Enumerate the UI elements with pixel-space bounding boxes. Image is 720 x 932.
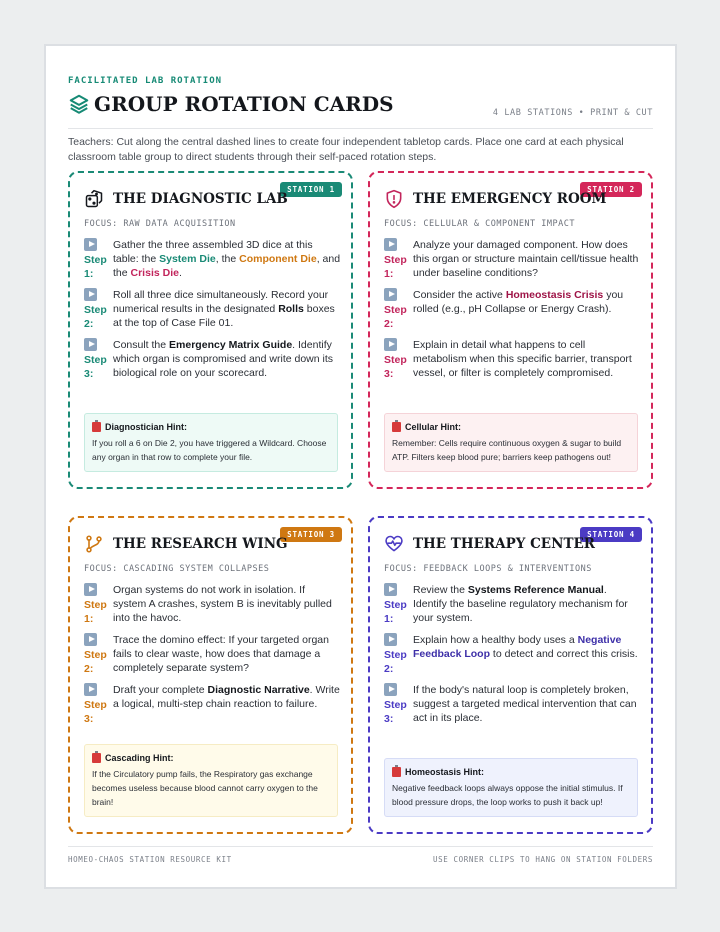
play-icon [84,583,97,596]
play-icon [84,683,97,696]
step-item [84,238,341,281]
step-list [84,583,341,733]
step-text: Organ systems do not work in isolation. If system A crashes, system B is inevitably pulled into the havoc. [113,584,332,624]
step-item [384,583,641,626]
title-row [68,92,394,116]
step-label: Step 3: [384,338,413,381]
step-item [384,633,641,676]
card-header [84,189,288,209]
extinguisher-icon [392,767,401,777]
step-label: Step 1: [384,238,413,281]
step-label: Step 1: [84,583,113,626]
step-label: Step 2: [384,288,413,331]
station-badge: STATION 2 [580,182,642,197]
footer-left: HOMEO-CHAOS STATION RESOURCE KIT [68,855,232,864]
step-item [84,683,341,726]
station-badge: STATION 4 [580,527,642,542]
card-header [384,189,606,209]
hint-text: Negative feedback loops always oppose the initial stimulus. If blood pressure drops, the loop works to push it back up! [392,783,623,807]
station-card-2 [368,171,653,489]
play-icon [384,238,397,251]
play-icon [84,338,97,351]
footer-right: USE CORNER CLIPS TO HANG ON STATION FOLDERS [433,855,653,864]
step-label: Step 3: [84,683,113,726]
station-badge: STATION 3 [280,527,342,542]
dice-icon [84,189,104,209]
hint-box [84,413,338,472]
step-list [84,238,341,388]
play-icon [384,683,397,696]
card-title: THE EMERGENCY ROOM [413,191,607,207]
step-item [84,583,341,626]
step-label: Step 3: [384,683,413,726]
step-text: Explain in detail what happens to cell metabolism when this specific barrier, transport vessel, or filter is completely compromised. [413,339,632,379]
step-label: Step 2: [84,633,113,676]
card-header [84,534,288,554]
layers-icon [68,93,90,115]
heart-pulse-icon [384,534,404,554]
step-item [84,288,341,331]
rotation-sheet [44,44,677,889]
step-item [84,633,341,676]
step-label: Step 3: [84,338,113,381]
hint-title: Cellular Hint: [392,422,630,432]
page-title: GROUP ROTATION CARDS [94,92,394,116]
step-item [84,338,341,381]
step-label: Step 2: [84,288,113,331]
station-badge: STATION 1 [280,182,342,197]
header-divider [68,128,653,129]
intro-text: Teachers: Cut along the central dashed lines to create four independent tabletop cards. Place one card at each physical classroom table group to direct students through their self-paced rotation steps. [68,136,624,163]
step-label: Step 1: [84,238,113,281]
header-meta: 4 LAB STATIONS • PRINT & CUT [492,108,653,118]
step-text: If the body's natural loop is completely broken, suggest a targeted medical intervention that can act in its place. [413,684,637,724]
play-icon [384,338,397,351]
card-title: THE DIAGNOSTIC LAB [113,191,288,207]
hint-title: Cascading Hint: [92,753,330,763]
shield-alert-icon [384,189,404,209]
station-card-3 [68,516,353,834]
step-text: Analyze your damaged component. How does this organ or structure maintain cell/tissue health under baseline conditions? [413,239,639,279]
step-text: Consider the active Homeostasis Crisis you rolled (e.g., pH Collapse or Energy Crash). [413,289,624,315]
step-text: Review the Systems Reference Manual. Identify the baseline regulatory mechanism for your system. [413,584,628,624]
step-text: Draft your complete Diagnostic Narrative. Write a logical, multi-step chain reaction to failure. [113,684,340,710]
card-header [384,534,595,554]
branch-icon [84,534,104,554]
step-item [384,238,641,281]
step-item [384,288,641,331]
hint-text: If the Circulatory pump fails, the Respiratory gas exchange becomes useless because blood cannot carry oxygen to the brain! [92,769,318,807]
play-icon [384,288,397,301]
play-icon [84,288,97,301]
hint-box [84,744,338,817]
step-text: Explain how a healthy body uses a Negative Feedback Loop to detect and correct this crisis. [413,634,638,660]
step-item [384,338,641,381]
extinguisher-icon [92,422,101,432]
hint-box [384,758,638,817]
step-label: Step 1: [384,583,413,626]
step-item [384,683,641,726]
step-list [384,583,641,733]
step-text: Roll all three dice simultaneously. Record your numerical results in the designated Rolls boxes at the top of Case File 01. [113,289,335,329]
hint-title: Homeostasis Hint: [392,767,630,777]
card-focus: FOCUS: RAW DATA ACQUISITION [84,219,236,229]
step-text: Consult the Emergency Matrix Guide. Identify which organ is compromised and write down its biological role on your scorecard. [113,339,334,379]
station-card-1 [68,171,353,489]
card-focus: FOCUS: CASCADING SYSTEM COLLAPSES [84,564,270,574]
step-label: Step 2: [384,633,413,676]
step-text: Trace the domino effect: If your targeted organ fails to clear waste, how does that damage a completely separate system? [113,634,329,674]
card-focus: FOCUS: FEEDBACK LOOPS & INTERVENTIONS [384,564,592,574]
extinguisher-icon [92,753,101,763]
play-icon [84,633,97,646]
station-card-4 [368,516,653,834]
hint-text: If you roll a 6 on Die 2, you have triggered a Wildcard. Choose any organ in that row to complete your file. [92,438,327,462]
card-focus: FOCUS: CELLULAR & COMPONENT IMPACT [384,219,575,229]
hint-text: Remember: Cells require continuous oxygen & sugar to build ATP. Filters keep blood pure; barriers keep pathogens out! [392,438,622,462]
step-text: Gather the three assembled 3D dice at this table: the System Die, the Component Die, and the Crisis Die. [113,239,341,279]
footer-divider [68,846,653,847]
step-list [384,238,641,388]
card-title: THE RESEARCH WING [113,536,288,552]
play-icon [384,583,397,596]
hint-title: Diagnostician Hint: [92,422,330,432]
extinguisher-icon [392,422,401,432]
hint-box [384,413,638,472]
play-icon [84,238,97,251]
kicker: FACILITATED LAB ROTATION [68,76,223,86]
play-icon [384,633,397,646]
card-title: THE THERAPY CENTER [413,536,595,552]
